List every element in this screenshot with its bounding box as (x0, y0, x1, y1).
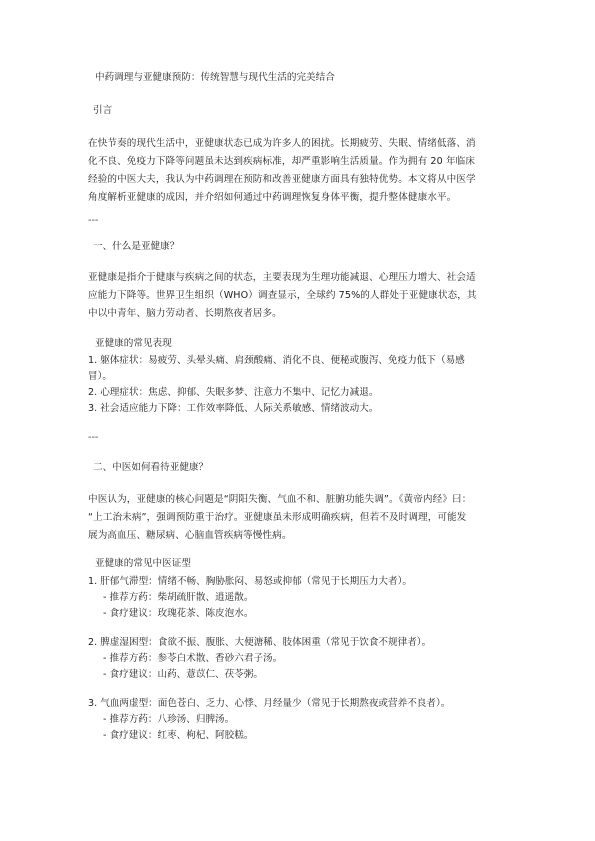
recommended-herbs: - 推荐方药：八珍汤、归脾汤。 (103, 714, 235, 725)
section2-line: “上工治未病”，强调预防重于治疗。亚健康虽未形成明确疾病，但若不及时调理，可能发 (88, 512, 467, 523)
recommended-herbs: - 推荐方药：柴胡疏肝散、逍遥散。 (103, 592, 254, 603)
section2-line: 展为高血压、糖尿病、心脑血管疾病等慢性病。 (88, 530, 292, 541)
divider: --- (88, 432, 99, 443)
document-title: 中药调理与亚健康预防：传统智慧与现代生活的完美结合 (95, 72, 335, 83)
intro-line: 角度解析亚健康的成因，并介绍如何通过中药调理恢复身体平衡，提升整体健康水平。 (88, 192, 457, 203)
diet-advice: - 食疗建议：山药、薏苡仁、茯苓粥。 (103, 669, 264, 680)
diet-advice: - 食疗建议：玫瑰花茶、陈皮泡水。 (103, 608, 254, 619)
recommended-herbs: - 推荐方药：参苓白术散、香砂六君子汤。 (103, 653, 283, 664)
intro-line: 经验的中医大夫，我认为中药调理在预防和改善亚健康方面具有独特优势。本文将从中医学 (88, 174, 476, 185)
list-item-continuation: 冒）。 (88, 371, 112, 382)
section1-subheading: 亚健康的常见表现 (95, 338, 172, 349)
syndrome-type: 2. 脾虚湿困型：食欲不振、腹胀、大便溏稀、肢体困重（常见于饮食不规律者）。 (88, 637, 432, 648)
list-item: 1. 躯体症状：易疲劳、头晕头痛、肩颈酸痛、消化不良、便秘或腹泻、免疫力低下（易感 (88, 355, 465, 366)
section2-heading: 二、中医如何看待亚健康？ (93, 462, 209, 473)
intro-heading: 引言 (93, 105, 113, 116)
intro-line: 化不良、免疫力下降等问题虽未达到疾病标准，却严重影响生活质量。作为拥有 20 年临床 (88, 156, 476, 167)
syndrome-type: 1. 肝郁气滞型：情绪不畅、胸胁胀闷、易怒或抑郁（常见于长期压力大者）。 (88, 576, 412, 587)
section1-line: 亚健康是指介于健康与疾病之间的状态，主要表现为生理功能减退、心理压力增大、社会适 (88, 272, 476, 283)
intro-line: 在快节奏的现代生活中，亚健康状态已成为许多人的困扰。长期疲劳、失眠、情绪低落、消 (88, 138, 476, 149)
section2-line: 中医认为，亚健康的核心问题是“阴阳失衡、气血不和、脏腑功能失调”。《黄帝内经》曰： (88, 494, 472, 505)
list-item: 2. 心理症状：焦虑、抑郁、失眠多梦、注意力不集中、记忆力减退。 (88, 387, 379, 398)
divider: --- (88, 215, 99, 226)
diet-advice: - 食疗建议：红枣、枸杞、阿胶糕。 (103, 730, 254, 741)
section2-subheading: 亚健康的常见中医证型 (95, 558, 191, 569)
list-item: 3. 社会适应能力下降：工作效率降低、人际关系敏感、情绪波动大。 (88, 403, 379, 414)
section1-line: 中以中青年、脑力劳动者、长期熬夜者居多。 (88, 308, 282, 319)
syndrome-type: 3. 气血两虚型：面色苍白、乏力、心悸、月经量少（常见于长期熬夜或营养不良者）。 (88, 698, 451, 709)
section1-heading: 一、什么是亚健康？ (93, 241, 180, 252)
section1-line: 应能力下降等。世界卫生组织（WHO）调查显示，全球约 75%的人群处于亚健康状态，其 (88, 290, 477, 301)
